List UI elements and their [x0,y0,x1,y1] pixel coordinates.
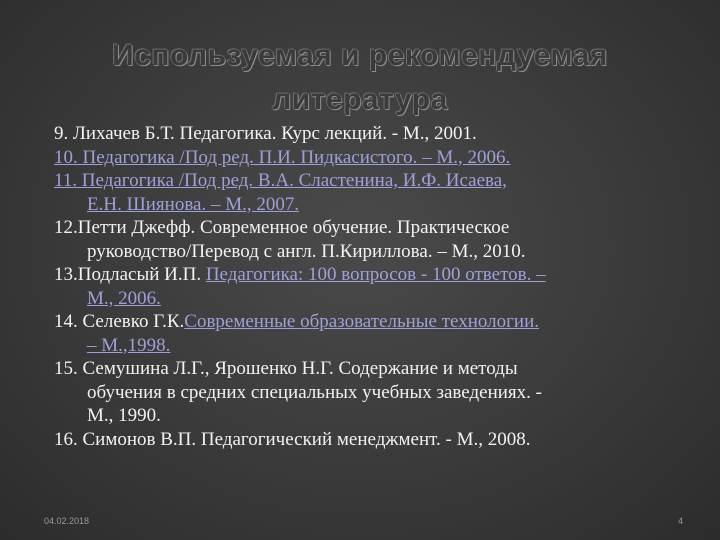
slide-title-line-2: литература [272,83,448,116]
reference-line-continuation: М., 1990. [87,405,161,426]
slide-title-line-1: Используемая и рекомендуемая [112,39,608,72]
reference-item-11[interactable] [54,169,694,216]
reference-item-10[interactable] [54,146,694,170]
reference-item-13 [54,263,694,310]
reference-list [54,122,694,451]
reference-line-continuation: обучения в средних специальных учебных заведениях. - [87,381,542,403]
reference-link-continuation[interactable]: – М.,1998. [87,334,171,356]
reference-item-16 [54,428,694,452]
page-number: 4 [677,516,683,526]
reference-link[interactable]: Педагогика: 100 вопросов - 100 ответов. – [205,264,546,285]
reference-link[interactable]: 11. Педагогика /Под ред. В.А. Сластенина, И.Ф. Исаева, [54,170,507,191]
reference-line-continuation: руководство/Перевод с англ. П.Кириллова. – М., 2010. [87,240,526,262]
reference-line: 12.Петти Джефф. Современное обучение. Практическое [54,217,510,238]
reference-link-continuation[interactable]: М., 2006. [87,287,161,309]
reference-link[interactable]: 10. Педагогика /Под ред. П.И. Пидкасистого. – М., 2006. [54,146,511,168]
reference-author: 13.Подласый И.П. [54,264,206,285]
footer-date: 04.02.2018 [44,516,90,526]
reference-line: 15. Семушина Л.Г., Ярошенко Н.Г. Содержание и методы [54,358,518,379]
reference-line: 16. Симонов В.П. Педагогический менеджмент. - М., 2008. [54,428,531,450]
slide-title [0,34,720,122]
reference-link-continuation[interactable]: Е.Н. Шиянова. – М., 2007. [87,193,300,215]
reference-link[interactable]: Современные образовательные технологии. [184,311,540,332]
reference-line: 9. Лихачев Б.Т. Педагогика. Курс лекций. - М., 2001. [54,123,477,144]
reference-item-15 [54,357,694,428]
reference-author: 14. Селевко Г.К. [54,311,185,332]
reference-item-12 [54,216,694,263]
reference-item-9 [54,122,694,146]
reference-item-14 [54,310,694,357]
